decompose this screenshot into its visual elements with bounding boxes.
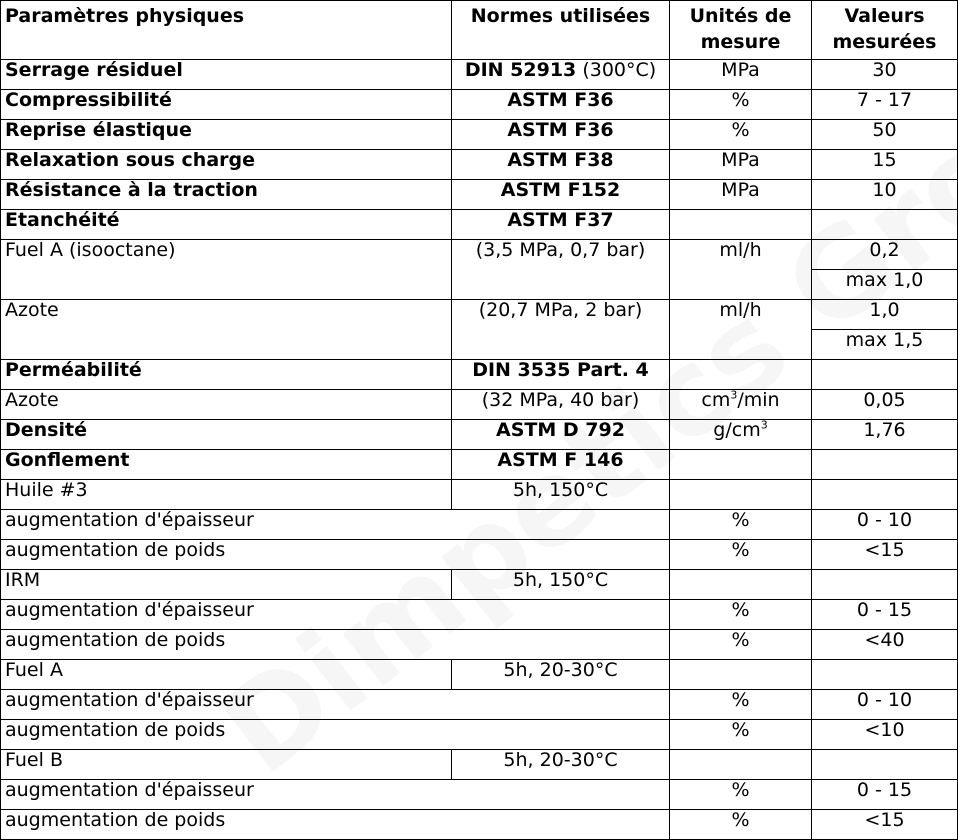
norm-condition: (20,7 MPa, 2 bar): [478, 299, 643, 321]
value-cell: 1,76: [812, 420, 958, 450]
value-cell: <15: [812, 540, 958, 570]
table-row: [1, 750, 958, 780]
value-cell: 0 - 10: [812, 690, 958, 720]
norm-cell: [452, 390, 670, 420]
unit-cell: [670, 600, 812, 630]
param-cell: Azote: [1, 390, 452, 420]
value-cell: 30: [812, 60, 958, 90]
table-row: [1, 690, 958, 720]
table-row: [1, 660, 958, 690]
unit-exponent: 3: [730, 389, 738, 402]
table-row: [1, 540, 958, 570]
param-cell: Gonflement: [1, 450, 452, 480]
unit-cell: [670, 180, 812, 210]
unit-cell: [670, 690, 812, 720]
value-cell: [812, 480, 958, 510]
table-row: [1, 150, 958, 180]
param-cell: Serrage résiduel: [1, 60, 452, 90]
norm-cell: [452, 600, 670, 630]
header-value: Valeurs mesurées: [812, 1, 958, 60]
norm-condition: 5h, 150°C: [512, 479, 609, 501]
unit-rest: /min: [737, 389, 780, 411]
table-body: [1, 60, 958, 840]
unit-text: MPa: [721, 149, 760, 171]
norm-condition: 5h, 150°C: [512, 569, 609, 591]
norm-cell: [452, 240, 670, 300]
norm-cell: [452, 540, 670, 570]
value-max-cell: max 1,5: [812, 330, 958, 360]
norm-code: ASTM F36: [507, 89, 614, 111]
value-cell: 50: [812, 120, 958, 150]
norm-condition: 5h, 20-30°C: [503, 749, 618, 771]
value-cell: 15: [812, 150, 958, 180]
unit-text: %: [731, 599, 750, 621]
norm-cell: [452, 450, 670, 480]
unit-cell: [670, 480, 812, 510]
param-cell: Etanchéité: [1, 210, 452, 240]
header-row: [1, 1, 958, 60]
value-cell: [812, 750, 958, 780]
norm-code: ASTM F38: [507, 149, 614, 171]
table-row: [1, 570, 958, 600]
unit-text: MPa: [721, 59, 760, 81]
unit-exponent: 3: [760, 419, 768, 432]
param-cell: Résistance à la traction: [1, 180, 452, 210]
norm-cell: [452, 750, 670, 780]
unit-text: MPa: [721, 179, 760, 201]
table-row: [1, 420, 958, 450]
norm-cell: [452, 630, 670, 660]
value-cell: 10: [812, 180, 958, 210]
unit-cell: [670, 210, 812, 240]
norm-code: DIN 3535 Part. 4: [472, 359, 649, 381]
unit-cell: [670, 720, 812, 750]
unit-cell: [670, 510, 812, 540]
value-cell: [812, 660, 958, 690]
norm-code: ASTM F36: [507, 119, 614, 141]
unit-cell: [670, 360, 812, 390]
norm-code: DIN 52913: [464, 59, 577, 81]
table-row: [1, 510, 958, 540]
norm-condition: (300°C): [576, 59, 657, 81]
table-row: [1, 300, 958, 330]
norm-cell: [452, 780, 670, 810]
param-cell: Densité: [1, 420, 452, 450]
norm-cell: [452, 300, 670, 360]
unit-cell: [670, 150, 812, 180]
norm-cell: [452, 570, 670, 600]
table-row: [1, 780, 958, 810]
param-cell: Fuel A: [1, 660, 452, 690]
norm-code: ASTM D 792: [496, 419, 625, 441]
unit-cell: [670, 570, 812, 600]
norm-cell: [452, 120, 670, 150]
norm-cell: [452, 510, 670, 540]
table-row: [1, 390, 958, 420]
norm-code: ASTM F37: [507, 209, 614, 231]
value-cell: 0,05: [812, 390, 958, 420]
unit-cell: [670, 390, 812, 420]
param-cell: augmentation d'épaisseur: [1, 690, 452, 720]
norm-cell: [452, 90, 670, 120]
unit-cell: [670, 90, 812, 120]
param-cell: augmentation de poids: [1, 540, 452, 570]
norm-cell: [452, 720, 670, 750]
unit-text: ml/h: [719, 299, 762, 321]
value-cell: <10: [812, 720, 958, 750]
unit-text: %: [731, 89, 750, 111]
value-cell: 1,0: [812, 300, 958, 330]
value-max-cell: max 1,0: [812, 270, 958, 300]
unit-cell: [670, 750, 812, 780]
value-cell: <40: [812, 630, 958, 660]
unit-cell: [670, 660, 812, 690]
param-cell: augmentation d'épaisseur: [1, 600, 452, 630]
value-cell: [812, 360, 958, 390]
param-cell: Relaxation sous charge: [1, 150, 452, 180]
unit-text: %: [731, 539, 750, 561]
norm-condition: (3,5 MPa, 0,7 bar): [475, 239, 646, 261]
table-row: [1, 600, 958, 630]
value-cell: <15: [812, 810, 958, 840]
value-cell: 0 - 10: [812, 510, 958, 540]
value-cell: [812, 570, 958, 600]
param-cell: Compressibilité: [1, 90, 452, 120]
param-cell: Azote: [1, 300, 452, 360]
table-row: [1, 90, 958, 120]
norm-cell: [452, 420, 670, 450]
value-cell: 0 - 15: [812, 780, 958, 810]
unit-base: g/cm: [713, 419, 761, 441]
unit-cell: [670, 240, 812, 300]
table-row: [1, 360, 958, 390]
unit-cell: [670, 120, 812, 150]
param-cell: Huile #3: [1, 480, 452, 510]
norm-condition: 5h, 20-30°C: [503, 659, 618, 681]
unit-text: %: [731, 809, 750, 831]
norm-code: ASTM F152: [500, 179, 621, 201]
unit-cell: [670, 630, 812, 660]
norm-code: ASTM F 146: [497, 449, 624, 471]
value-cell: [812, 450, 958, 480]
param-cell: Fuel A (isooctane): [1, 240, 452, 300]
unit-text: %: [731, 119, 750, 141]
table-row: [1, 240, 958, 270]
param-cell: Reprise élastique: [1, 120, 452, 150]
unit-cell: [670, 300, 812, 360]
table-row: [1, 720, 958, 750]
unit-cell: [670, 420, 812, 450]
header-unit: Unités de mesure: [670, 1, 812, 60]
unit-cell: [670, 540, 812, 570]
unit-cell: [670, 60, 812, 90]
header-norm: Normes utilisées: [452, 1, 670, 60]
norm-cell: [452, 660, 670, 690]
param-cell: augmentation de poids: [1, 630, 452, 660]
value-cell: [812, 210, 958, 240]
param-cell: augmentation d'épaisseur: [1, 780, 452, 810]
table-row: [1, 60, 958, 90]
table-row: [1, 810, 958, 840]
param-cell: Perméabilité: [1, 360, 452, 390]
unit-text: %: [731, 689, 750, 711]
norm-cell: [452, 210, 670, 240]
unit-cell: [670, 810, 812, 840]
param-cell: augmentation de poids: [1, 810, 452, 840]
table-row: [1, 120, 958, 150]
unit-text: %: [731, 509, 750, 531]
unit-text: ml/h: [719, 239, 762, 261]
norm-cell: [452, 150, 670, 180]
param-cell: augmentation de poids: [1, 720, 452, 750]
norm-cell: [452, 180, 670, 210]
unit-base: cm: [701, 389, 731, 411]
value-cell: 0 - 15: [812, 600, 958, 630]
table-row: [1, 480, 958, 510]
table-row: [1, 630, 958, 660]
table-row: [1, 180, 958, 210]
table-row: [1, 210, 958, 240]
norm-condition: (32 MPa, 40 bar): [481, 389, 640, 411]
param-cell: IRM: [1, 570, 452, 600]
unit-cell: [670, 450, 812, 480]
norm-cell: [452, 480, 670, 510]
unit-cell: [670, 780, 812, 810]
value-cell: 0,2: [812, 240, 958, 270]
norm-cell: [452, 360, 670, 390]
norm-cell: [452, 690, 670, 720]
norm-cell: [452, 60, 670, 90]
value-cell: 7 - 17: [812, 90, 958, 120]
unit-text: %: [731, 779, 750, 801]
norm-cell: [452, 810, 670, 840]
unit-text: %: [731, 719, 750, 741]
param-cell: Fuel B: [1, 750, 452, 780]
header-param: Paramètres physiques: [1, 1, 452, 60]
param-cell: augmentation d'épaisseur: [1, 510, 452, 540]
table-row: [1, 450, 958, 480]
unit-text: %: [731, 629, 750, 651]
